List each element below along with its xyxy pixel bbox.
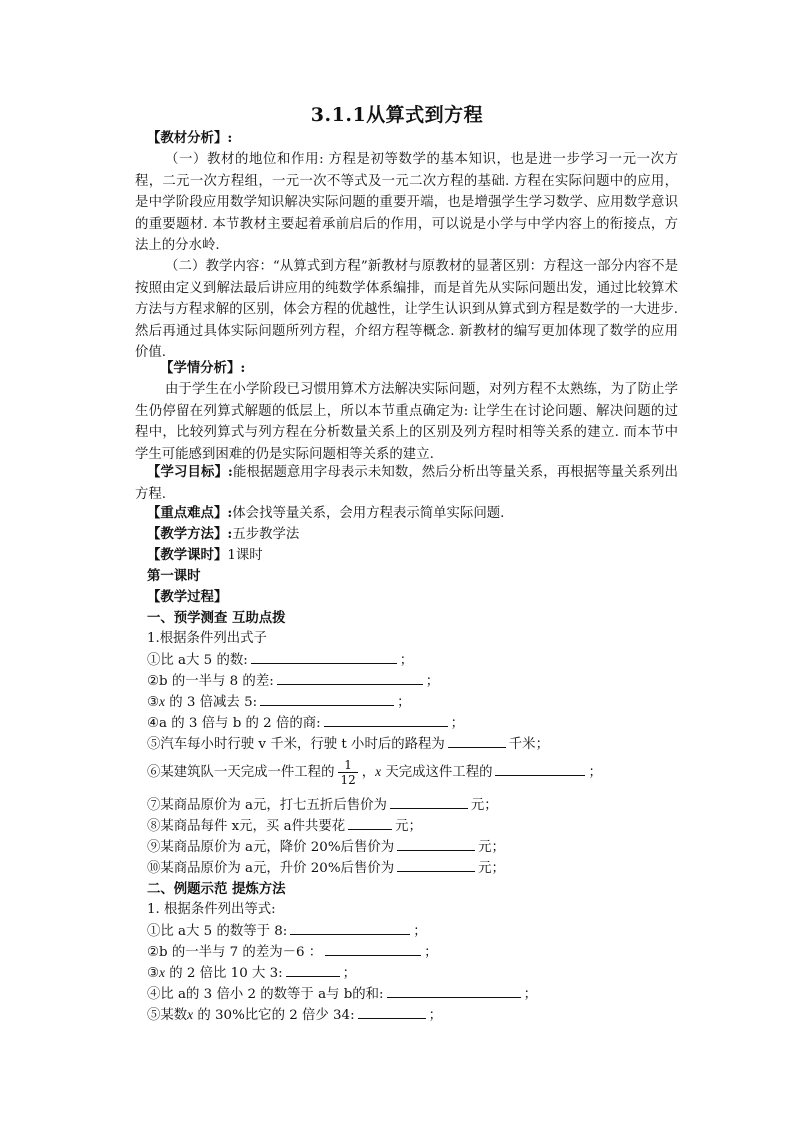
exercise-7 (147, 795, 498, 816)
section1-heading: 一、预学测查 互助点拨 (147, 610, 286, 626)
exercise-6-variable: x (375, 764, 382, 779)
exercise-7-end: 元； (470, 798, 498, 813)
exercise-4 (147, 713, 464, 734)
exercise-7-text: ⑦某商品原价为 a元，打七五折后售价为 (147, 798, 387, 813)
exercise-10-end: 元； (478, 861, 505, 876)
exercise-8-text: ⑧某商品每件 x元，买 a件共要花 (147, 819, 346, 834)
keypoints-text: 体会找等量关系，会用方程表示简单实际问题. (232, 506, 505, 521)
method-line (147, 524, 299, 545)
example-1 (147, 921, 427, 942)
exercise-8-end: 元； (395, 819, 422, 834)
example-5 (147, 1005, 442, 1026)
fraction-numerator: 1 (338, 758, 357, 773)
example-3-text: 的 2 倍比 10 大 3: (164, 966, 283, 981)
exercise-6-end: ； (588, 765, 602, 780)
example-2 (147, 942, 438, 963)
example-3-variable: x (159, 965, 165, 980)
answer-blank[interactable] (397, 858, 475, 872)
hours-line (147, 545, 263, 566)
answer-blank[interactable] (397, 837, 475, 851)
exercise-2-text: ②b 的一半与 8 的差: (147, 674, 274, 689)
exercise-6-text-2: 天完成这件工程的 (381, 765, 493, 780)
goal-text: 能根据题意用字母表示未知数，然后分析出等量关系，再根据等量关系列出方程. (135, 465, 678, 502)
page-title: 3.1.1从算式到方程 (310, 104, 484, 126)
example-3-number: ③ (147, 966, 160, 981)
exercise-9 (147, 837, 505, 858)
exercise-5-end: 千米； (508, 737, 549, 752)
exercise-3-text: 的 3 倍减去 5: (164, 695, 258, 710)
example-4-text: ④比 a的 3 倍小 2 的数等于 a与 b的和: (147, 987, 384, 1002)
example-3 (147, 963, 356, 984)
example-3-end: ； (342, 966, 357, 981)
answer-blank[interactable] (325, 942, 421, 956)
exercise-3-end: ； (397, 695, 411, 710)
exercise-4-end: ； (450, 716, 465, 731)
exercise-5-text: ⑤汽车每小时行驶 v 千米，行驶 t 小时后的路程为 (147, 737, 445, 752)
exercise-9-text: ⑨某商品原价为 a元，降价 20%后售价为 (147, 840, 395, 855)
exercise-2-end: ； (425, 674, 440, 689)
answer-blank[interactable] (390, 795, 468, 809)
exercise-1-end: ； (399, 653, 414, 668)
exercise-3 (147, 692, 411, 713)
answer-blank[interactable] (290, 921, 410, 935)
answer-blank[interactable] (495, 762, 585, 776)
example-4-end: ； (523, 987, 537, 1002)
exercise-1-text: ①比 a大 5 的数: (147, 653, 248, 668)
section2-heading: 二、例题示范 提炼方法 (147, 881, 286, 897)
example-1-end: ； (413, 924, 427, 939)
exercise-3-number: ③ (147, 695, 160, 710)
example-5-variable: x (187, 1007, 194, 1022)
exercise-3-variable: x (159, 694, 165, 709)
process-label: 【教学过程】 (147, 589, 228, 605)
answer-blank[interactable] (387, 984, 521, 998)
lesson-label: 第一课时 (147, 568, 201, 584)
fraction-denominator: 12 (340, 773, 356, 787)
example-2-text: ②b 的一半与 7 的差为－6 ： (147, 945, 323, 960)
keypoints-line (147, 503, 504, 524)
exercise-6-text: ⑥某建筑队一天完成一件工程的 (147, 765, 335, 780)
method-text: 五步教学法 (232, 527, 300, 542)
learner-paragraph: 由于学生在小学阶段已习惯用算术方法解决实际问题，对列方程不太熟练，为了防止学生仍停留在列算式解题的低层上，所以本节重点确定为: 让学生在讨论问题、解决问题的过程中，比较列算式与列方程在分析数量关系上的区别及列方程时相等关系的建立. 而本节中学生可能感到困难的仍是实际问题相等关系的建立. (135, 382, 678, 462)
example-5-text: ⑤某数 (147, 1008, 188, 1023)
exercise-2 (147, 671, 439, 692)
example-2-end: ； (424, 945, 438, 960)
exercise-10 (147, 858, 505, 879)
example-4 (147, 984, 537, 1005)
goal-paragraph (135, 462, 678, 505)
hours-heading: 【教学课时】 (147, 547, 228, 563)
goal-heading: 【学习目标】: (147, 464, 233, 480)
example-1-text: ①比 a大 5 的数等于 8: (147, 924, 288, 939)
fraction (338, 758, 357, 787)
hours-text: 1课时 (227, 548, 263, 563)
answer-blank[interactable] (348, 816, 392, 830)
exercise-4-text: ④a 的 3 倍与 b 的 2 倍的商: (147, 716, 321, 731)
answer-blank[interactable] (286, 963, 340, 977)
answer-blank[interactable] (358, 1005, 426, 1019)
analysis-paragraph-2: （二）教学内容：“从算式到方程”新教材与原教材的显著区别：方程这一部分内容不是按照由定义到解法最后讲应用的纯数学体系编排，而是首先从实际问题出发，通过比较算术方法与方程求解的区别，体会方程的优越性，让学生认识到从算式到方程是数学的一大进步. 然后再通过具体实际问题所列方程，介绍方程等概念. 新教材的编写更加体现了数学的应用价值. (135, 259, 678, 361)
section1-subheading: 1.根据条件列出式子 (147, 631, 267, 646)
answer-blank[interactable] (324, 713, 448, 727)
answer-blank[interactable] (448, 734, 506, 748)
analysis-heading: 【教材分析】: (147, 130, 233, 146)
learner-heading: 【学情分析】: (160, 360, 246, 376)
answer-blank[interactable] (260, 692, 394, 706)
section2-subheading: 1. 根据条件列出等式: (147, 902, 276, 917)
analysis-paragraph-1: （一）教材的地位和作用: 方程是初等数学的基本知识，也是进一步学习一元一次方程，二元一次方程组，一元一次不等式及一元二次方程的基础. 方程在实际问题中的应用，是中学阶段应用数学知识解决实际问题的重要开端，也是增强学生学习数学、应用数学意识的重要题材. 本节教材主要起着承前启后的作用，可以说是小学与中学内容上的衔接点，方法上的分水岭. (135, 152, 678, 254)
exercise-8 (147, 816, 422, 837)
exercise-10-text: ⑩某商品原价为 a元，升价 20%后售价为 (147, 861, 395, 876)
exercise-6-comma: ， (361, 765, 376, 780)
keypoints-heading: 【重点难点】: (147, 505, 233, 521)
example-5-end: ； (428, 1008, 442, 1023)
exercise-9-end: 元； (478, 840, 505, 855)
exercise-6 (147, 755, 602, 790)
answer-blank[interactable] (251, 650, 397, 664)
answer-blank[interactable] (277, 671, 423, 685)
exercise-1 (147, 650, 413, 671)
method-heading: 【教学方法】: (147, 526, 233, 542)
example-5-text-2: 的 30%比它的 2 倍少 34: (193, 1008, 355, 1023)
exercise-5 (147, 734, 549, 755)
